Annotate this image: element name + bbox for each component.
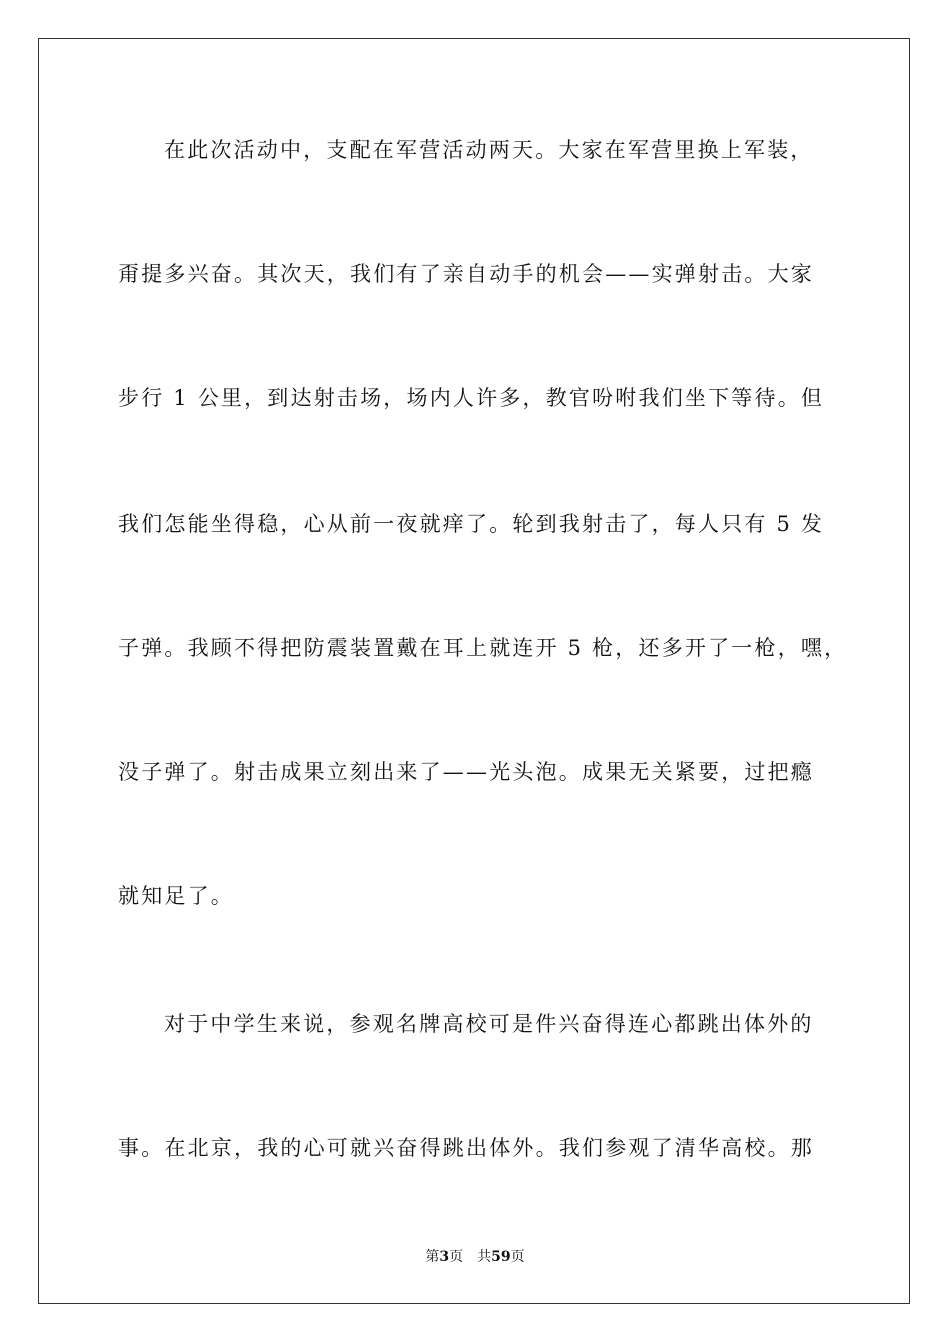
paragraph-1-line-4: 我们怎能坐得稳，心从前一夜就痒了。轮到我射击了，每人只有 5 发: [118, 512, 825, 536]
paragraph-2-line-2: 事。在北京，我的心可就兴奋得跳出体外。我们参观了清华高校。那: [118, 1136, 814, 1160]
page-number: 3: [439, 1249, 450, 1265]
total-prefix: 共: [477, 1249, 492, 1265]
paragraph-1-line-3: 步行 1 公里，到达射击场，场内人许多，教官吩咐我们坐下等待。但: [118, 386, 825, 410]
page-prefix: 第: [425, 1249, 440, 1265]
paragraph-1-line-1: 在此次活动中，支配在军营活动两天。大家在军营里换上军装，: [164, 138, 814, 162]
total-pages: 59: [491, 1249, 511, 1265]
paragraph-1-line-5: 子弹。我顾不得把防震装置戴在耳上就连开 5 枪，还多开了一枪，嘿，: [118, 636, 848, 660]
page-suffix: 页: [449, 1249, 464, 1265]
paragraph-1-line-2: 甭提多兴奋。其次天，我们有了亲自动手的机会——实弹射击。大家: [118, 262, 814, 286]
total-suffix: 页: [510, 1249, 525, 1265]
paragraph-2-line-1: 对于中学生来说，参观名牌高校可是件兴奋得连心都跳出体外的: [164, 1012, 814, 1036]
paragraph-1-line-6: 没子弹了。射击成果立刻出来了——光头泡。成果无关紧要，过把瘾: [118, 760, 814, 784]
page-footer: [0, 1248, 950, 1266]
paragraph-1-line-7: 就知足了。: [118, 884, 234, 908]
page-border: [38, 38, 910, 1304]
